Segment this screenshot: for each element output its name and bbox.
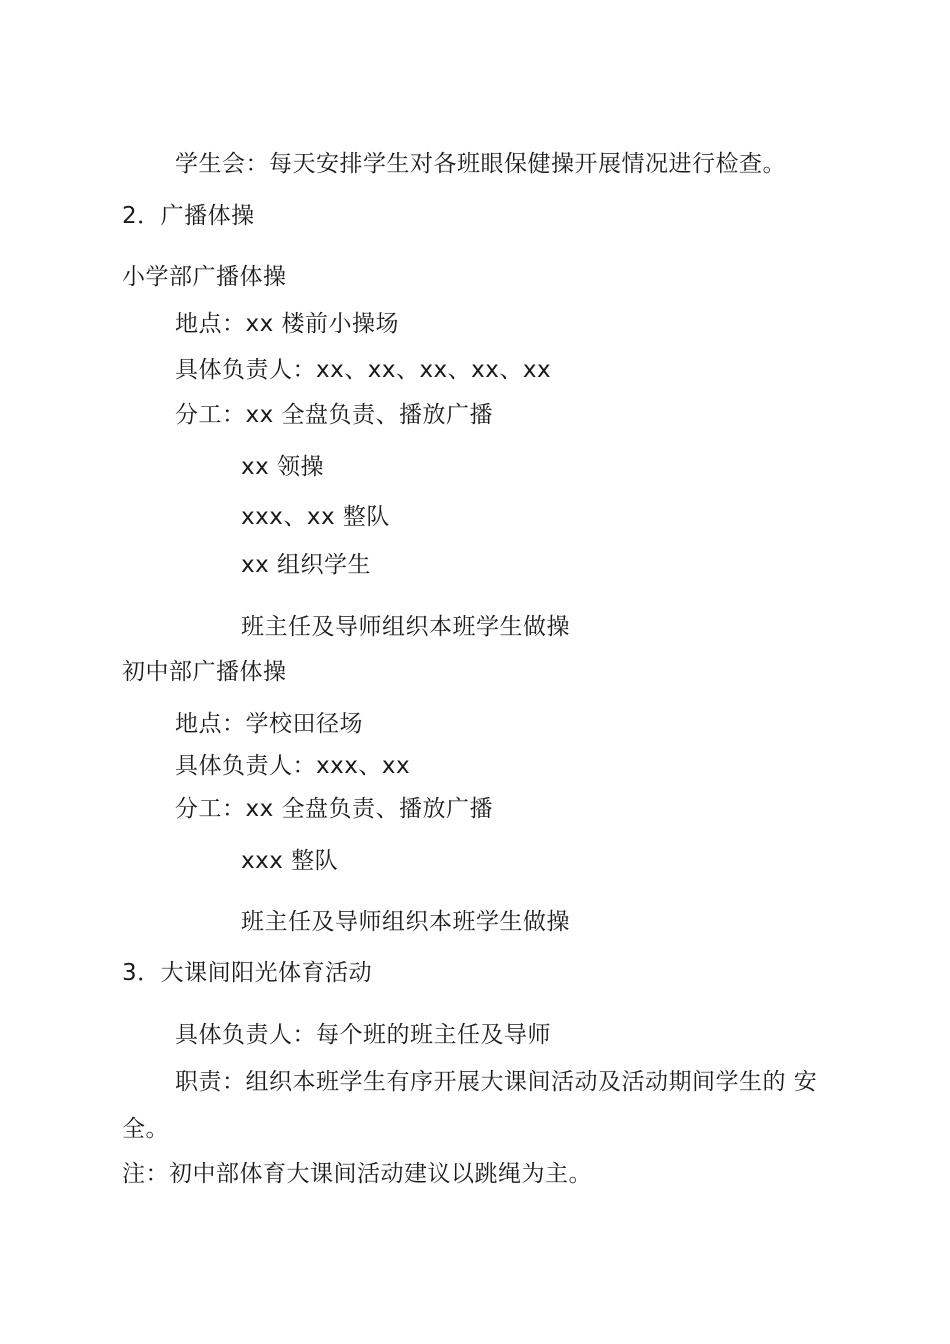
- junior-division: 分工：xx 全盘负责、播放广播: [175, 796, 494, 822]
- primary-division: 分工：xx 全盘负责、播放广播: [175, 402, 494, 428]
- junior-responsible: 具体负责人：xxx、xx: [175, 753, 411, 779]
- junior-line-up: xxx 整队: [241, 848, 339, 874]
- primary-school-heading: 小学部广播体操: [122, 264, 287, 290]
- section-2-heading: 2．广播体操: [122, 203, 255, 229]
- junior-location: 地点：学校田径场: [175, 711, 363, 737]
- activity-responsible: 具体负责人：每个班的班主任及导师: [175, 1022, 551, 1048]
- primary-organize-students: xx 组织学生: [241, 552, 372, 578]
- student-union-note: 学生会：每天安排学生对各班眼保健操开展情况进行检查。: [175, 151, 786, 177]
- primary-class-teachers: 班主任及导师组织本班学生做操: [241, 614, 570, 640]
- primary-lead-exercise: xx 领操: [241, 454, 325, 480]
- junior-school-heading: 初中部广播体操: [122, 659, 287, 685]
- junior-activity-note: 注：初中部体育大课间活动建议以跳绳为主。: [122, 1161, 592, 1187]
- primary-line-up: xxx、xx 整队: [241, 504, 390, 530]
- primary-location: 地点：xx 楼前小操场: [175, 311, 400, 337]
- activity-duty-continued: 全。: [122, 1116, 169, 1142]
- section-3-heading: 3．大课间阳光体育活动: [122, 960, 373, 986]
- activity-duty: 职责：组织本班学生有序开展大课间活动及活动期间学生的 安: [175, 1069, 818, 1095]
- junior-class-teachers: 班主任及导师组织本班学生做操: [241, 909, 570, 935]
- primary-responsible: 具体负责人：xx、xx、xx、xx、xx: [175, 357, 552, 383]
